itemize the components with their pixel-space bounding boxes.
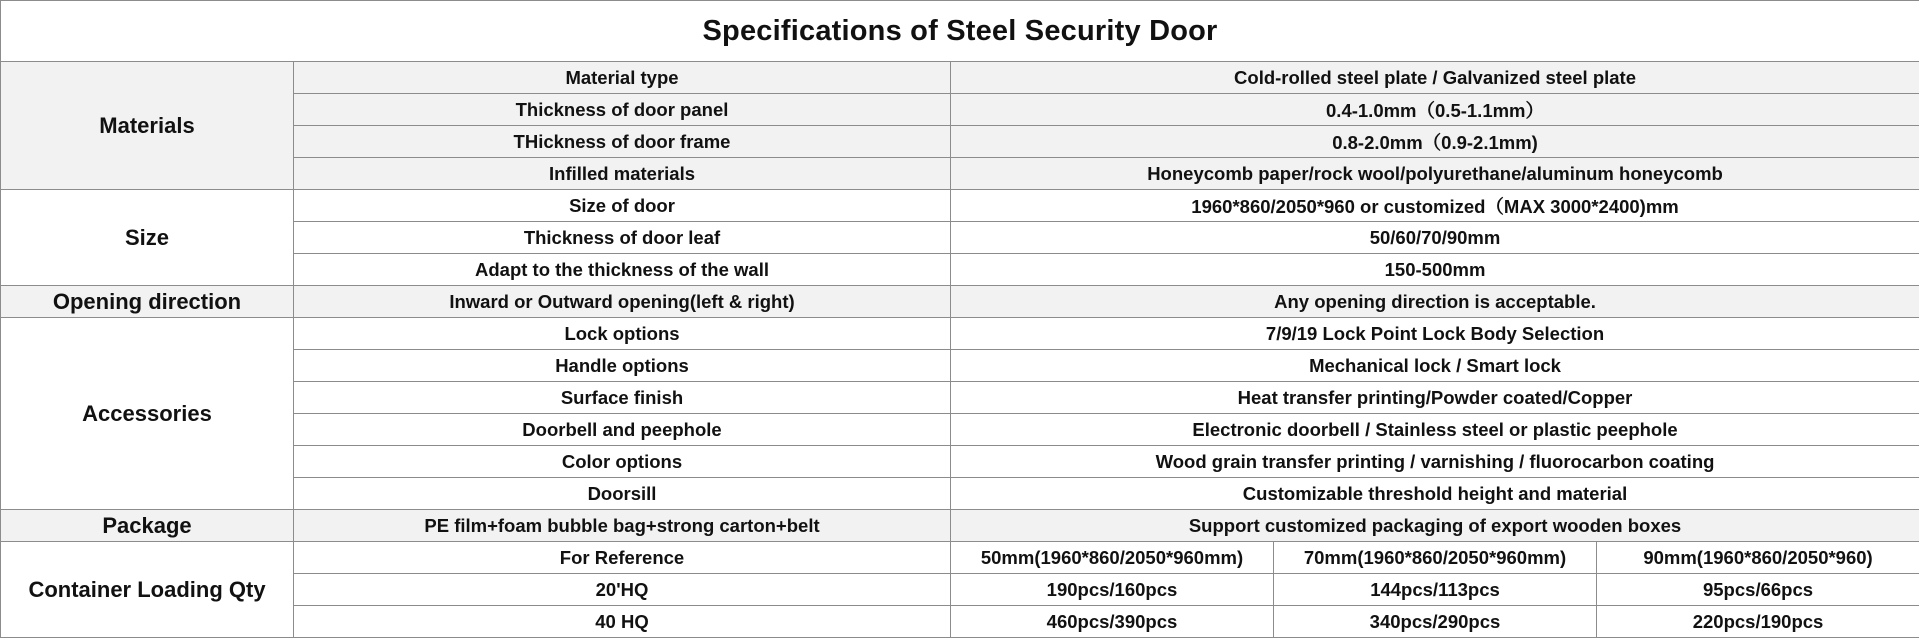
spec-value: Support customized packaging of export wooden boxes: [951, 510, 1919, 542]
category-accessories: Accessories: [1, 318, 294, 510]
table-row: [1, 190, 1919, 222]
spec-label: PE film+foam bubble bag+strong carton+belt: [294, 510, 951, 542]
spec-label: Material type: [294, 62, 951, 94]
spec-value: 340pcs/290pcs: [1274, 606, 1597, 638]
spec-label: For Reference: [294, 542, 951, 574]
spec-value: 460pcs/390pcs: [951, 606, 1274, 638]
table-row: [1, 318, 1919, 350]
spec-value: 144pcs/113pcs: [1274, 574, 1597, 606]
spec-value: 70mm(1960*860/2050*960mm): [1274, 542, 1597, 574]
spec-label: Inward or Outward opening(left & right): [294, 286, 951, 318]
spec-value: 90mm(1960*860/2050*960): [1597, 542, 1919, 574]
spec-label: Doorbell and peephole: [294, 414, 951, 446]
spec-value: Customizable threshold height and material: [951, 478, 1919, 510]
category-size: Size: [1, 190, 294, 286]
spec-label: THickness of door frame: [294, 126, 951, 158]
spec-value: 0.4-1.0mm（0.5-1.1mm）: [951, 94, 1919, 126]
spec-label: Size of door: [294, 190, 951, 222]
spec-label: Handle options: [294, 350, 951, 382]
table-row: [1, 286, 1919, 318]
spec-value: Cold-rolled steel plate / Galvanized steel plate: [951, 62, 1919, 94]
spec-value: Electronic doorbell / Stainless steel or plastic peephole: [951, 414, 1919, 446]
category-container-loading-qty: Container Loading Qty: [1, 542, 294, 638]
spec-value: Honeycomb paper/rock wool/polyurethane/aluminum honeycomb: [951, 158, 1919, 190]
spec-value: Heat transfer printing/Powder coated/Copper: [951, 382, 1919, 414]
spec-label: Infilled materials: [294, 158, 951, 190]
category-opening-direction: Opening direction: [1, 286, 294, 318]
spec-label: Thickness of door panel: [294, 94, 951, 126]
spec-value: 0.8-2.0mm（0.9-2.1mm): [951, 126, 1919, 158]
table-title: Specifications of Steel Security Door: [1, 1, 1919, 62]
spec-label: 20'HQ: [294, 574, 951, 606]
spec-label: Color options: [294, 446, 951, 478]
spec-value: Mechanical lock / Smart lock: [951, 350, 1919, 382]
spec-value: 150-500mm: [951, 254, 1919, 286]
category-materials: Materials: [1, 62, 294, 190]
spec-label: Surface finish: [294, 382, 951, 414]
spec-label: Lock options: [294, 318, 951, 350]
spec-value: Wood grain transfer printing / varnishing / fluorocarbon coating: [951, 446, 1919, 478]
spec-value: 190pcs/160pcs: [951, 574, 1274, 606]
table-row: [1, 510, 1919, 542]
spec-value: Any opening direction is acceptable.: [951, 286, 1919, 318]
table-row: [1, 542, 1919, 574]
table-row: [1, 62, 1919, 94]
spec-label: Doorsill: [294, 478, 951, 510]
spec-label: Adapt to the thickness of the wall: [294, 254, 951, 286]
spec-value: 50/60/70/90mm: [951, 222, 1919, 254]
spec-value: 220pcs/190pcs: [1597, 606, 1919, 638]
spec-label: 40 HQ: [294, 606, 951, 638]
spec-value: 50mm(1960*860/2050*960mm): [951, 542, 1274, 574]
spec-value: 95pcs/66pcs: [1597, 574, 1919, 606]
spec-value: 7/9/19 Lock Point Lock Body Selection: [951, 318, 1919, 350]
category-package: Package: [1, 510, 294, 542]
spec-label: Thickness of door leaf: [294, 222, 951, 254]
spec-value: 1960*860/2050*960 or customized（MAX 3000*2400)mm: [951, 190, 1919, 222]
